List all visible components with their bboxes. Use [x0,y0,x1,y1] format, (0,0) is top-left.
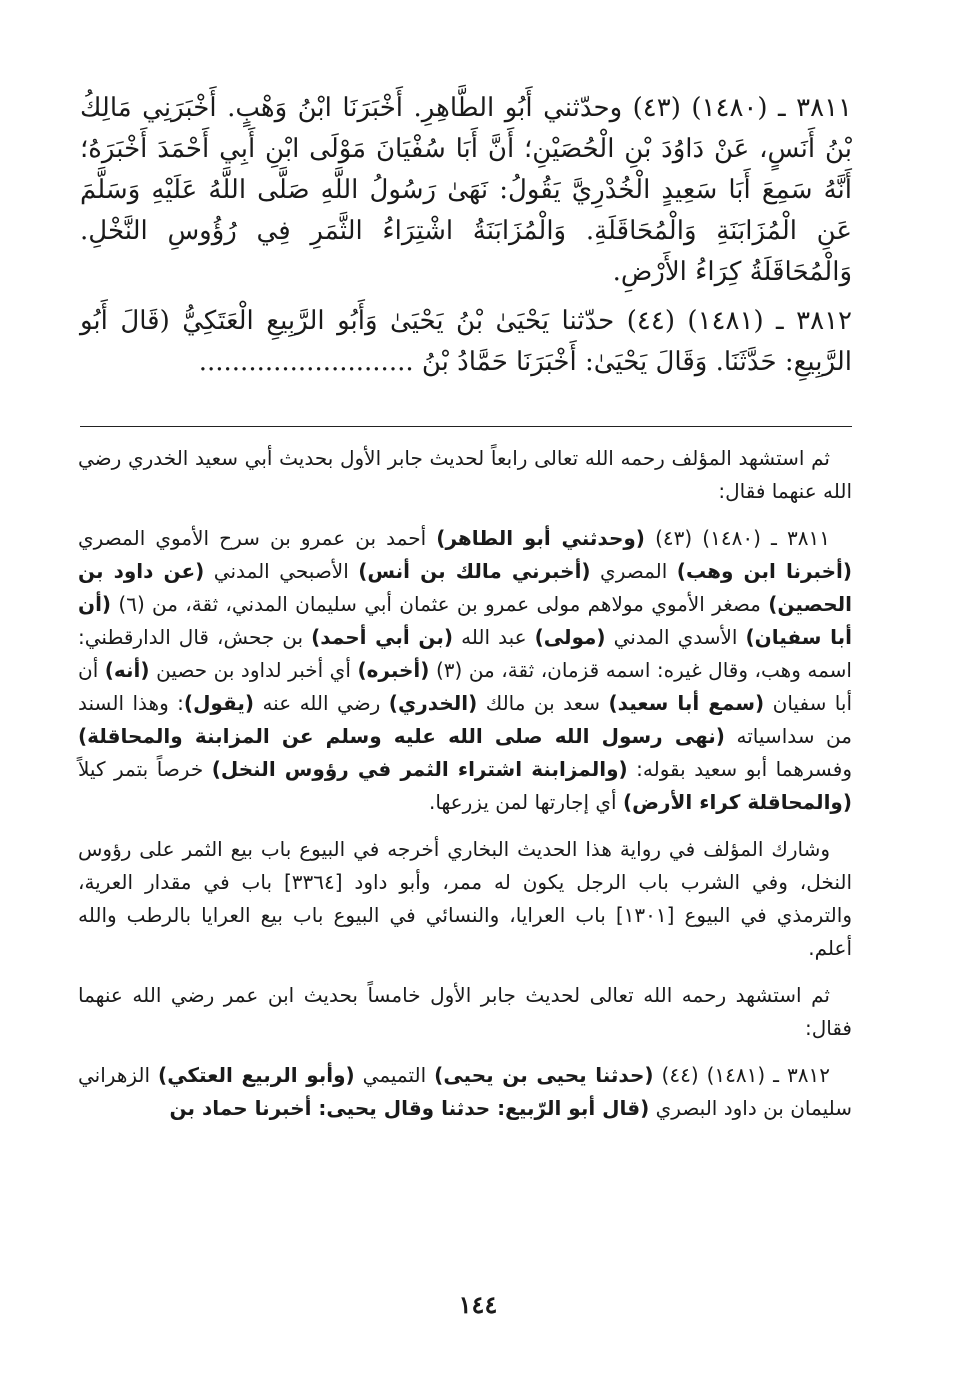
footnote-divider [80,426,852,427]
commentary-quote: (وأبو الربيع العتكي) [158,1063,355,1087]
commentary-quote: (الخدري) [388,691,478,715]
commentary-section [78,442,852,1139]
commentary-quote: (حدثنا يحيى بن يحيى) [434,1063,654,1087]
commentary-quote: (أخبرني مالك بن أنس) [358,559,591,583]
commentary-quote: (أنه) [104,658,150,682]
commentary-quote: (نهى رسول الله صلى الله عليه وسلم عن المزابنة والمحاقلة) [78,724,725,748]
commentary-text: رضي الله عنه [254,691,389,715]
hadith-3812-text: ٣٨١٢ ـ (١٤٨١) (٤٤) حدّثنا يَحْيَىٰ بْنُ يَحْيَىٰ وَأَبُو الرَّبِيعِ الْعَتَكِيُّ (قَالَ أَبُو الرَّبِيعِ: حَدَّثَنَا. وَقَالَ يَحْيَىٰ: أَخْبَرَنَا حَمَّادُ بْنُ .......................... [80,306,852,377]
commentary-text: سعد بن مالك [477,691,609,715]
commentary-text: عبد الله [453,625,535,649]
commentary-quote: (بن أبي أحمد) [311,625,454,649]
commentary-text: التميمي [354,1063,435,1087]
commentary-quote: (مولى) [534,625,606,649]
commentary-quote: (قال أبو الرّبيع: حدثنا وقال يحيى: أخبرنا حماد بن [169,1096,650,1120]
commentary-intro-abu-said: ثم استشهد المؤلف رحمه الله تعالى رابعاً لحديث جابر الأول بحديث أبي سعيد الخدري رضي الله عنهما فقال: [78,446,852,503]
commentary-text: أحمد بن عمرو بن سرح الأموي المصري [78,526,437,550]
commentary-text: بن جحش، قال الدارقطني: اسمه وهب، وقال غيره: اسمه قزمان، ثقة، من (٣) [78,625,852,682]
commentary-quote: (سمع أبا سعيد) [608,691,765,715]
commentary-text: الأسدي المدني [605,625,746,649]
commentary-quote: (أن أبا سفيان) [78,592,852,649]
commentary-text: : وهذا السند من سداسياته [78,691,852,748]
commentary-text: الزهراني سليمان بن داود البصري [78,1063,852,1120]
commentary-text: ٣٨١٢ ـ (١٤٨١) (٤٤) [653,1063,830,1087]
commentary-text: المصري [590,559,677,583]
hadith-3811-text: ٣٨١١ ـ (١٤٨٠) (٤٣) وحدّثني أَبُو الطَّاهِرِ. أَخْبَرَنَا ابْنُ وَهْبٍ. أَخْبَرَنِي مَالِكُ بْنُ أَنَسٍ، عَنْ دَاوُدَ بْنِ الْحُصَيْنِ؛ أَنَّ أَبَا سُفْيَانَ مَوْلَى ابْنِ أَبِي أَحْمَدَ أَخْبَرَهُ؛ أَنَّهُ سَمِعَ أَبَا سَعِيدٍ الْخُدْرِيَّ يَقُولُ: نَهَىٰ رَسُولُ اللَّهِ صَلَّى اللَّهُ عَلَيْهِ وَسَلَّمَ عَنِ الْمُزَابَنَةِ وَالْمُحَاقَلَةِ. وَالْمُزَابَنَةُ اشْتِرَاءُ الثَّمَرِ فِي رُؤُوسِ النَّخْلِ. وَالْمُحَاقَلَةُ كِرَاءُ الأَرْضِ. [80,93,853,287]
commentary-quote: (يقول) [183,691,254,715]
commentary-quote: (عن داود بن الحصين) [78,559,852,616]
commentary-text: مصغر الأموي مولاهم مولى عمرو بن عثمان أبي سليمان المدني، ثقة، من (٦) [111,592,769,616]
commentary-text: ٣٨١١ ـ (١٤٨٠) (٤٣) [644,526,830,550]
commentary-text: الأصبحي المدني [204,559,359,583]
commentary-quote: (وحدثني أبو الطاهر) [436,526,645,550]
commentary-quote: (أخبره) [357,658,430,682]
commentary-quote: (أخبرنا ابن وهب) [676,559,852,583]
commentary-text: أي أخبر لداود بن حصين [149,658,358,682]
commentary-quote: (والمحاقلة كراء الأرض) [622,790,852,814]
commentary-intro-ibn-umar: ثم استشهد رحمه الله تعالى لحديث جابر الأول خامساً بحديث ابن عمر رضي الله عنهما فقال: [78,983,852,1040]
commentary-text: وفسرهما أبو سعيد بقوله: [627,757,852,781]
commentary-text: خرصاً بتمر كيلاً [78,757,212,781]
commentary-3812 [78,1059,852,1125]
commentary-3811 [78,522,852,819]
hadith-text-section [80,88,852,391]
commentary-takhrij: وشارك المؤلف في رواية هذا الحديث البخاري أخرجه في البيوع باب بيع الثمر على رؤوس النخل، وفي الشرب باب الرجل يكون له ممر، وأبو داود [٣٣٦٤] باب في مقدار العرية، والترمذي في البيوع [١٣٠١] باب العرايا، والنسائي في البيوع باب بيع العرايا بالرطب والله أعلم. [78,837,852,960]
commentary-text: أي إجارتها لمن يزرعها. [429,790,623,814]
commentary-text: أن أبا سفيان [78,658,853,715]
page-number: ١٤٤ [458,1290,498,1319]
commentary-quote: (والمزابنة اشتراء الثمر في رؤوس النخل) [211,757,628,781]
